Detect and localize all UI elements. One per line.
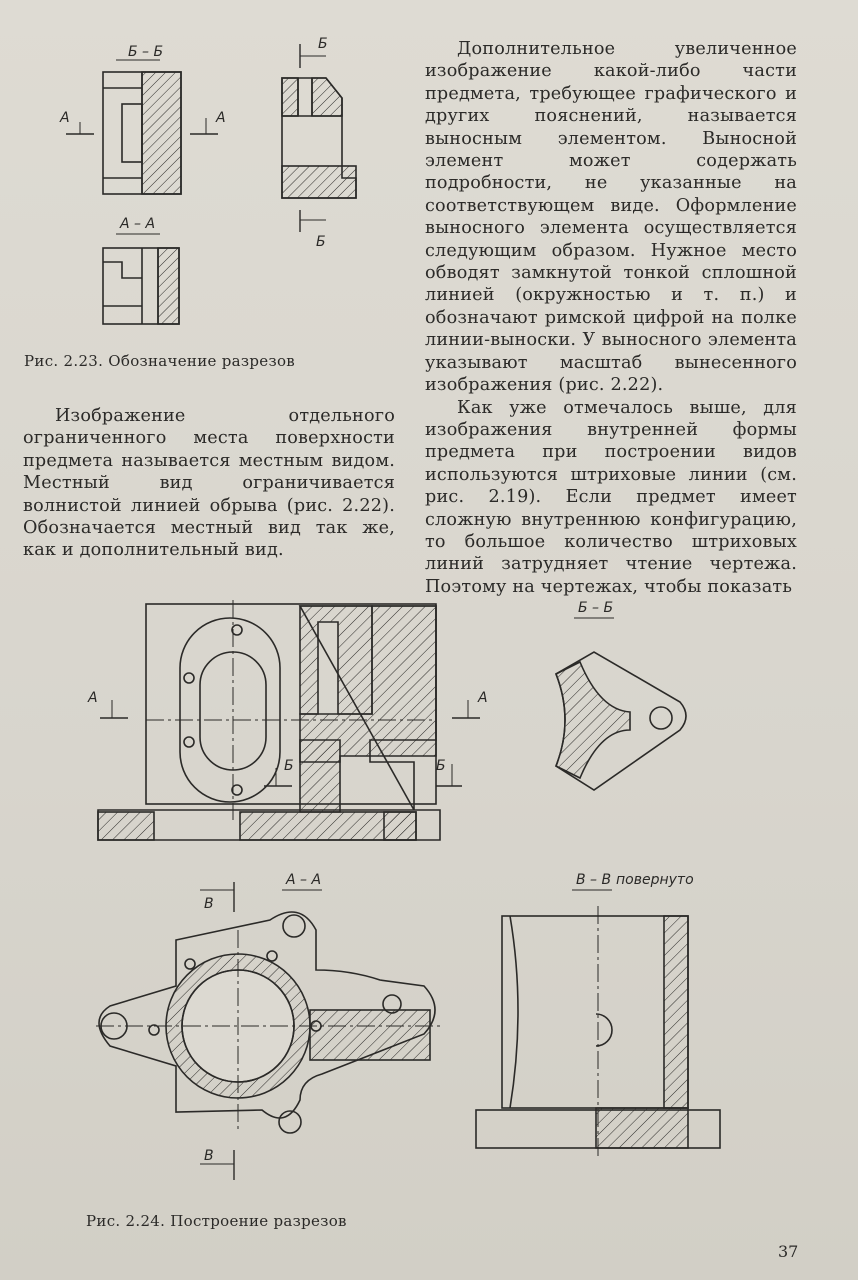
fig23-arrow-b-top: Б [318,36,328,52]
paragraph: Как уже отмечалось выше, для изображения внутренней формы предмета при построении видов используются штриховые линии (см. рис. 2.19). Если предмет имеет сложную внутреннюю конфигурацию, то большое количество штриховых линий затрудняет чтение чертежа. Поэтому на чертежах, чтобы показать [425,397,797,597]
fig24-arrow-a-right: А [478,690,488,706]
fig24-section-bb [556,652,686,790]
right-column-text [425,38,797,598]
fig24-front-view [98,600,440,840]
fig24-arrow-a-left: А [88,690,98,706]
left-column-text [23,405,395,562]
fig24-label-rotated: повернуто [616,872,694,888]
fig24-label-bb: Б – Б [578,600,614,616]
figure-2-24-caption: Рис. 2.24. Построение разрезов [86,1212,347,1230]
fig23-label-aa: А – А [120,216,156,232]
figure-2-23 [0,0,400,340]
fig24-label-vv: В – В [576,872,612,888]
page-number: 37 [778,1242,799,1261]
fig23-section-bb [103,72,181,194]
fig24-section-aa [96,912,440,1133]
fig24-arrow-b-left: Б [284,758,294,774]
paragraph: Дополнительное увеличенное изображение какой-либо части предмета, требующее графического и других пояснений, называется выносным элементом. Выносной элемент может содержать подробности, не указанные на соответствующем виде. Оформление выносного элемента осуществляется следующим образом. Нужное место обводят замкнутой тонкой сплошной линией (окружностью и т. п.) и обозначают римской цифрой на полке линии-выноски. У выносного элемента указывают масштаб вынесенного изображения (рис. 2.22). [425,39,797,396]
fig24-arrow-v-bottom: В [204,1148,214,1164]
fig23-section-aa [103,248,179,324]
fig24-arrow-b-right: Б [436,758,446,774]
figure-2-23-caption: Рис. 2.23. Обозначение разрезов [24,352,296,370]
fig23-side-view [282,78,356,198]
fig24-section-vv [476,906,720,1160]
fig23-arrow-a-left: А [60,110,70,126]
fig23-label-bb: Б – Б [128,44,164,60]
figure-2-24 [0,590,858,1210]
fig24-label-aa: А – А [286,872,322,888]
fig23-arrow-a-right: А [216,110,226,126]
fig23-arrow-b-bottom: Б [316,234,326,250]
fig24-arrow-v-top: В [204,896,214,912]
paragraph: Изображение отдельного ограниченного места поверхности предмета называется местным видом. Местный вид ограничивается волнистой линией обрыва (рис. 2.22). Обозначается местный вид так же, как и дополнительный вид. [23,406,395,561]
